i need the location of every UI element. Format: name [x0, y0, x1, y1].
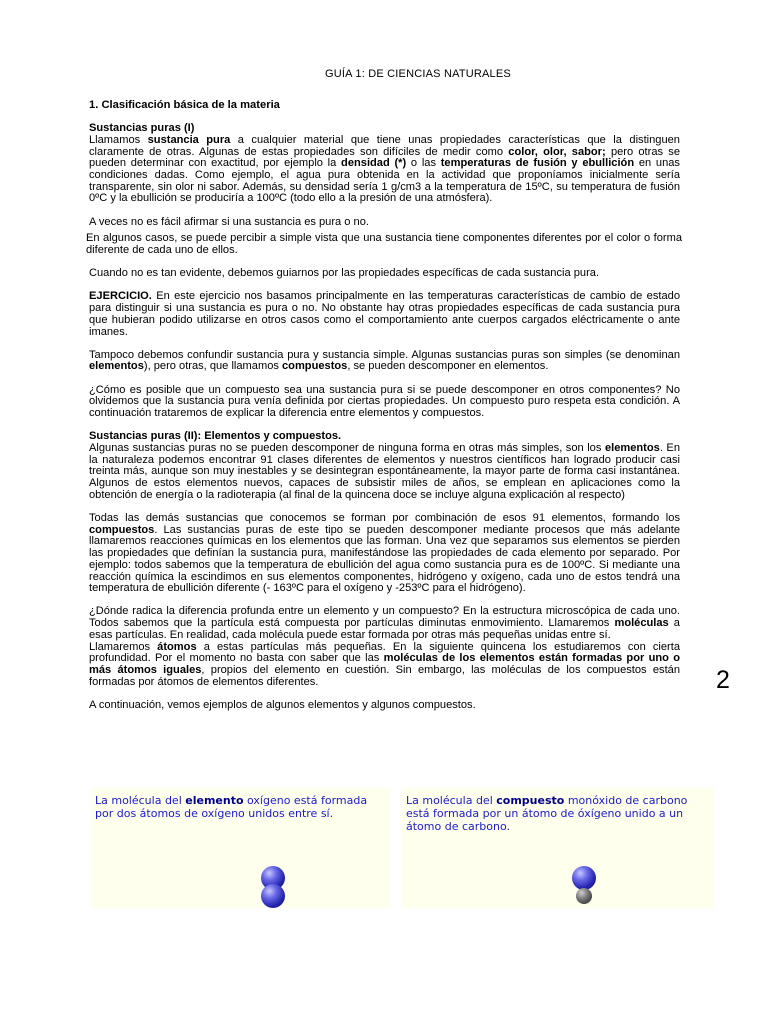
paragraph-compuestos: Todas las demás sustancias que conocemos se forman por combinación de esos 91 elementos, formando los compuestos. Las sustancias puras de este tipo se pueden descomponer mediante procesos que más adelante llamaremos reacciones químicas en los elementos que las forman. Una vez que separamos sus elementos se pierden las propiedades que definían la sustancia pura, manifestándose las propiedades de cada elemento por separado. Por ejemplo: todos sabemos que la temperatura de ebullición del agua como sustancia pura es de 100ºC. Si mediante una reacción química la escindimos en sus elementos componentes, hidrógeno y oxígeno, cada uno de estos tendrá una temperatura de ebullición diferente (- 163ºC para el oxígeno y -253ºC para el hidrógeno).: [89, 511, 680, 595]
subheading-sustancias-puras-1: Sustancias puras (I): [89, 122, 195, 135]
subheading-sustancias-puras-2: Sustancias puras (II): Elementos y compuestos.: [89, 430, 342, 443]
page-number: 2: [716, 666, 730, 694]
paragraph-como-es-posible: ¿Cómo es posible que un compuesto sea una sustancia pura si se puede descomponer en otros componentes? No olvidemos que la sustancia pura venía definida por ciertas propiedades. Un compuesto puro respeta esta condición. A continuación trataremos de explicar la diferencia entre elementos y compuestos.: [89, 383, 680, 420]
paragraph-sustancia-pura: Llamamos sustancia pura a cualquier material que tiene unas propiedades características que la distinguen claramente de otras. Algunas de estas propiedades son difíciles de medir como color, olor, sabor; pero otras se pueden determinar con exactitud, por ejemplo la densidad (*) o las temperaturas de fusión y ebullición en unas condiciones dadas. Como ejemplo, el agua pura obtenida en la actividad que proponíamos inicialmente sería transparente, sin olor ni sabor. Además, su densidad sería 1 g/cm3 a la temperatura de 15ºC, su temperatura de fusión 0ºC y la ebullición se produciría a 100ºC (todo ello a la presión de una atmósfera).: [89, 133, 680, 205]
figure-oxygen-molecule: [91, 788, 389, 908]
paragraph-cuando-no: Cuando no es tan evidente, debemos guiarnos por las propiedades específicas de cada sustancia pura.: [89, 267, 600, 280]
section-heading: 1. Clasificación básica de la materia: [89, 99, 280, 111]
paragraph-algunos-casos: En algunos casos, se puede percibir a simple vista que una sustancia tiene componentes diferentes por el color o forma diferente de cada uno de ellos.: [86, 232, 682, 257]
paragraph-elementos: Algunas sustancias puras no se pueden descomponer de ninguna forma en otras más simples, son los elementos. En la naturaleza podemos encontrar 91 clases diferentes de elementos y nuestros científicos han logrado producir casi treinta más, aunque son muy inestables y se desintegran espontáneamente, la mayor parte de forma casi instantánea. Algunos de estos elementos nuevos, capaces de subsistir miles de años, se emplean en aplicaciones como la obtención de energía o la radioterapia (al final de la quincena doce se incluye alguna explicación al respecto): [89, 441, 680, 501]
paragraph-atomos: Llamaremos átomos a estas partículas más pequeñas. En la siguiente quincena los estudiaremos con cierta profundidad. Por el momento no basta con saber que las moléculas de los elementos están formadas por uno o más átomos iguales, propios del elemento en cuestión. Sin embargo, las moléculas de los compuestos están formadas por átomos de elementos diferentes.: [89, 640, 681, 688]
figure-carbon-monoxide-molecule: [402, 788, 714, 908]
figure-caption-oxygen: La molécula del elemento oxígeno está formada por dos átomos de oxígeno unidos entre sí.: [95, 794, 368, 820]
oxygen-atom-icon: [261, 884, 285, 908]
figure-caption-carbon-monoxide: La molécula del compuesto monóxido de carbono está formada por un átomo de óxígeno unido a un átomo de carbono.: [406, 794, 688, 833]
page-title: GUÍA 1: DE CIENCIAS NATURALES: [325, 68, 511, 80]
carbon-atom-icon: [576, 888, 592, 904]
paragraph-tampoco: Tampoco debemos confundir sustancia pura y sustancia simple. Algunas sustancias puras son simples (se denominan elementos), pero otras, que llamamos compuestos, se pueden descomponer en elementos.: [89, 348, 680, 373]
oxygen-atom-icon: [572, 866, 596, 890]
paragraph-a-veces: A veces no es fácil afirmar si una sustancia es pura o no.: [89, 215, 369, 228]
paragraph-ejemplos: A continuación, vemos ejemplos de algunos elementos y algunos compuestos.: [89, 698, 476, 711]
document-body: [86, 99, 682, 723]
paragraph-ejercicio: EJERCICIO. En este ejercicio nos basamos principalmente en las temperaturas características de cambio de estado para distinguir si una sustancia es pura o no. No obstante hay otras propiedades específicas de cada sustancia pura que hubieran podido utilizarse en otros casos como el comportamiento ante cuerpos cargados eléctricamente o ante imanes.: [89, 290, 680, 338]
paragraph-moleculas: ¿Dónde radica la diferencia profunda entre un elemento y un compuesto? En la estructura microscópica de cada uno. Todos sabemos que la partícula está compuesta por partículas diminutas enmovimiento. Llamaremos moléculas a esas partículas. En realidad, cada molécula puede estar formada por otras más pequeñas unidas entre sí.: [89, 605, 680, 641]
